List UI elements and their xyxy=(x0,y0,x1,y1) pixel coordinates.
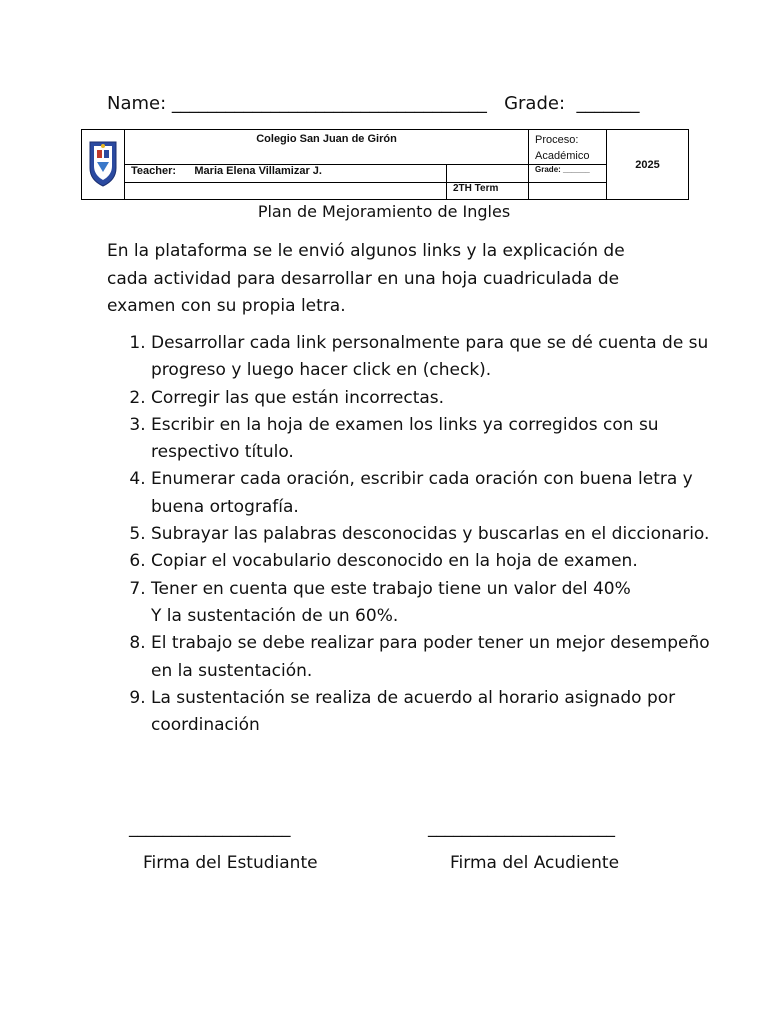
list-item: 6. Copiar el vocabulario desconocido en la hoja de examen. xyxy=(151,548,711,575)
grade-label: Grade: xyxy=(504,93,566,114)
school-header-table xyxy=(81,129,689,200)
list-item: 1. Desarrollar cada link personalmente para que se dé cuenta de su progreso y luego hacer click en (check). xyxy=(151,330,711,385)
proceso-label: Proceso: xyxy=(535,134,579,146)
student-signature-label: Firma del Estudiante xyxy=(143,853,318,873)
empty-cell xyxy=(125,183,447,200)
list-item: 8. El trabajo se debe realizar para poder tener un mejor desempeño en la sustentación. xyxy=(151,630,711,685)
guardian-signature-line: ______________________ xyxy=(428,818,615,838)
page-title: Plan de Mejoramiento de Ingles xyxy=(257,202,511,221)
teacher-label: Teacher: xyxy=(131,165,177,177)
steps-list xyxy=(107,330,711,739)
school-shield-logo-icon xyxy=(88,138,118,188)
year-cell: 2025 xyxy=(607,130,689,200)
name-label: Name: xyxy=(107,93,167,114)
term-cell: 2TH Term xyxy=(447,183,529,200)
school-name: Colegio San Juan de Girón xyxy=(125,130,529,165)
proceso-cell xyxy=(529,130,607,165)
step-7-line-2: Y la sustentación de un 60%. xyxy=(151,605,399,626)
list-item: 5. Subrayar las palabras desconocidas y buscarlas en el diccionario. xyxy=(151,521,711,548)
guardian-signature-label: Firma del Acudiente xyxy=(450,853,620,873)
proceso-value: Académico xyxy=(535,150,590,162)
empty-cell xyxy=(447,165,529,183)
list-item: 4. Enumerar cada oración, escribir cada oración con buena letra y buena ortografía. xyxy=(151,466,711,521)
empty-cell xyxy=(529,183,607,200)
grade-blank: _______ xyxy=(576,93,640,114)
list-item xyxy=(151,576,711,631)
teacher-name: Maria Elena Villamizar J. xyxy=(194,165,322,177)
list-item: 3. Escribir en la hoja de examen los links ya corregidos con su respectivo título. xyxy=(151,412,711,467)
student-signature-line: ___________________ xyxy=(129,818,291,838)
grade-cell: Grade: ______ xyxy=(529,165,607,183)
intro-paragraph: En la plataforma se le envió algunos links y la explicación de cada actividad para desarrollar en una hoja cuadriculada de examen con su propia letra. xyxy=(107,241,625,316)
name-blank: ___________________________________ xyxy=(171,93,487,114)
name-grade-line xyxy=(107,93,639,114)
teacher-cell xyxy=(125,165,447,183)
list-item: 9. La sustentación se realiza de acuerdo al horario asignado por coordinación xyxy=(151,685,711,740)
list-item: 2. Corregir las que están incorrectas. xyxy=(151,385,711,412)
step-7-line-1: Tener en cuenta que este trabajo tiene un valor del 40% xyxy=(151,578,631,599)
logo-cell xyxy=(82,130,125,200)
